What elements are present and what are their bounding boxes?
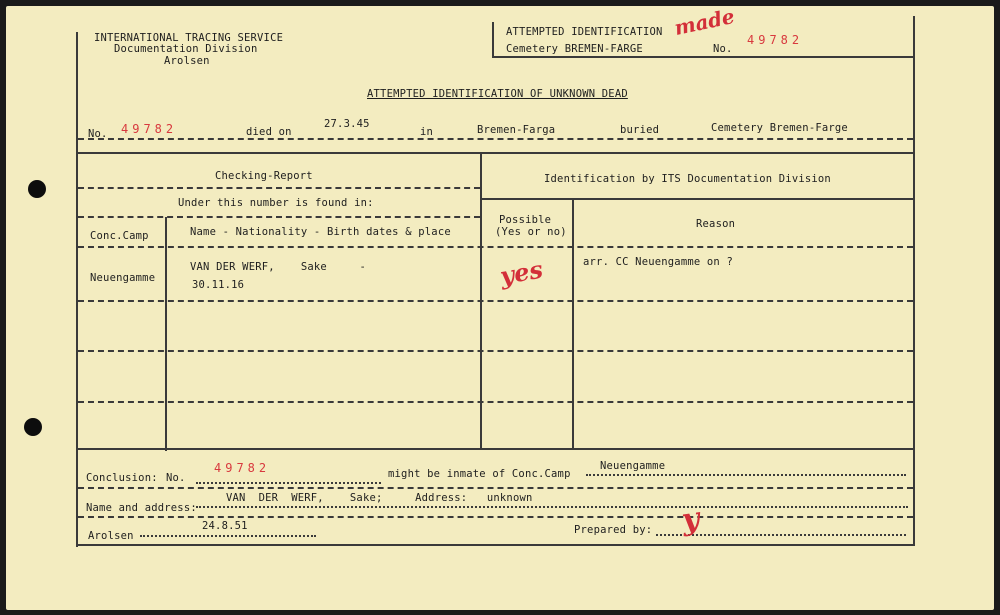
footer-date-dots [140,535,316,537]
checking-sub-line [78,216,480,218]
record-bottom-line [78,152,913,154]
footer-date: 24.8.51 [202,520,248,532]
conclusion-camp-value: Neuengamme [600,460,666,472]
footer-place: Arolsen [88,530,134,542]
record-died-label: died on [246,126,292,138]
frame-left [76,32,78,547]
checking-title: Checking-Report [215,170,313,182]
record-in-label: in [420,126,434,138]
col-reason-header: Reason [696,218,736,230]
row-line-1 [78,300,913,302]
checking-title-line [78,187,480,189]
header-box-bottom [492,56,914,58]
col-camp-header: Conc.Camp [90,230,149,242]
record-buried-value: Cemetery Bremen-Farge [711,122,848,134]
row-camp: Neuengamme [90,272,156,284]
org-city: Arolsen [164,55,210,67]
header-box-cemetery: Cemetery BREMEN-FARGE [506,43,643,55]
table-header-line [78,246,913,248]
stamp-made: made [672,3,737,41]
header-box-no-label: No. [713,43,733,55]
header-box-title: ATTEMPTED IDENTIFICATION [506,26,663,38]
frame-right [913,16,915,544]
split-possible [572,200,574,450]
header-box-left [492,22,494,58]
split-camp [165,217,167,451]
checking-subtitle: Under this number is found in: [178,197,374,209]
punch-hole-top [28,180,46,198]
conclusion-label: Conclusion: [86,472,158,484]
frame-bottom [76,544,915,546]
name-address-dots [196,506,908,508]
row-reason: arr. CC Neuengamme on ? [583,256,733,268]
row-line-2 [78,350,913,352]
record-card [6,3,994,610]
punch-hole-bottom [24,418,42,436]
conclusion-no-label: No. [166,472,186,484]
table-bottom-line [78,448,913,450]
row-possible: yes [497,254,545,291]
conclusion-dots-1 [196,482,381,484]
conclusion-inmate-text: might be inmate of Conc.Camp [388,468,571,480]
record-buried-label: buried [620,124,660,136]
record-no-label: No. [88,128,108,140]
name-address-line [78,516,913,518]
col-possible-header-2: (Yes or no) [495,226,567,238]
conclusion-dots-2 [586,474,906,476]
header-box-no-value: 49782 [747,33,804,47]
org-name: INTERNATIONAL TRACING SERVICE [94,32,284,44]
prepared-by-label: Prepared by: [574,524,653,536]
name-address-value: VAN DER WERF, Sake; Address: unknown [226,492,533,504]
col-possible-header-1: Possible [499,214,552,226]
record-underline [78,138,913,140]
record-died-value: 27.3.45 [324,118,370,130]
col-name-header: Name - Nationality - Birth dates & place [190,226,451,238]
conclusion-line [78,487,913,489]
org-division: Documentation Division [114,43,258,55]
name-address-label: Name and address: [86,502,197,514]
page-title: ATTEMPTED IDENTIFICATION OF UNKNOWN DEAD [367,88,628,100]
conclusion-no-value: 49782 [214,461,271,475]
row-name-line2: 30.11.16 [192,279,245,291]
identification-title: Identification by ITS Documentation Division [544,173,831,185]
record-in-value: Bremen-Farga [477,124,556,136]
row-line-3 [78,401,913,403]
identification-title-line [480,198,914,200]
row-name-line1: VAN DER WERF, Sake - [190,261,367,273]
prepared-by-signature: y [679,500,702,539]
record-no-value: 49782 [121,122,178,136]
